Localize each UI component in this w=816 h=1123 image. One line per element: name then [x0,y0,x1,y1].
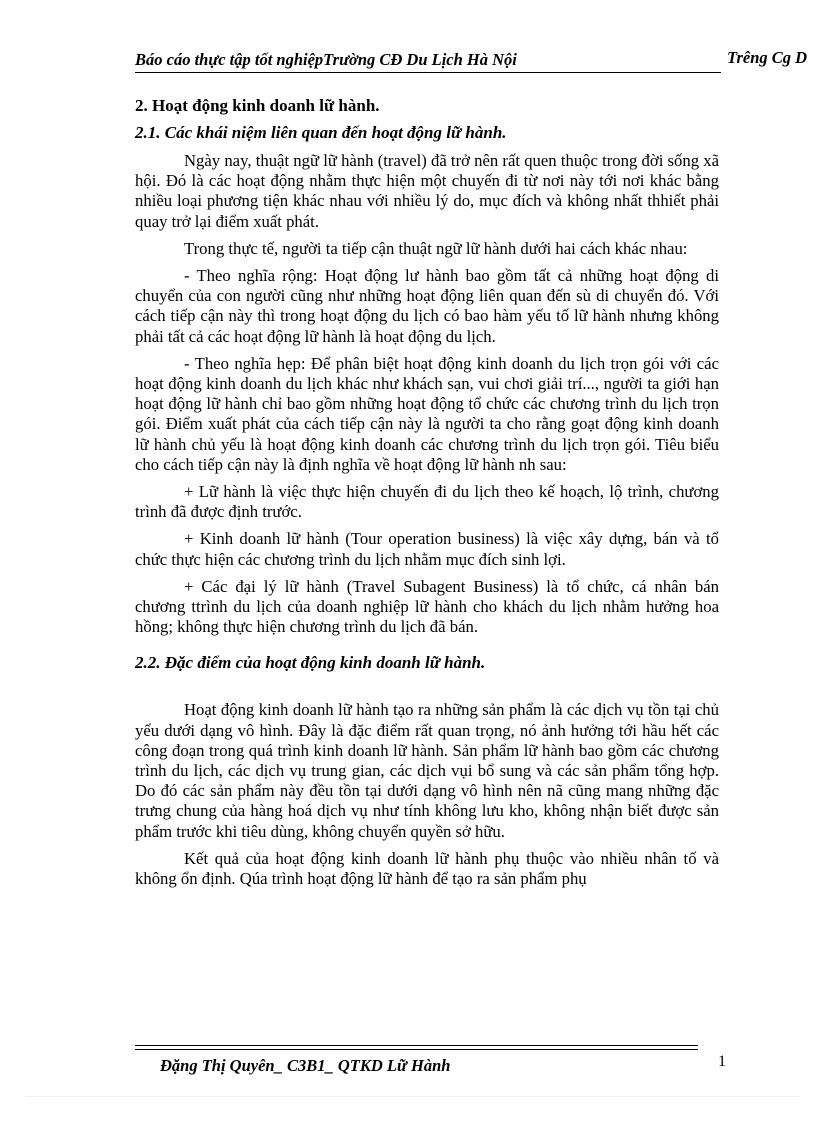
page-edge-line [25,1096,800,1097]
paragraph: + Các đại lý lữ hành (Travel Subagent Business) là tổ chức, cá nhân bán chương ttrình du lịch của doanh nghiệp lữ hành cho khách du lịch nhằm hưởng hoa hồng; không thực hiện chương trình du lịch đã bán. [135,576,719,637]
section-title: 2. Hoạt động kinh doanh lữ hành. [135,96,380,115]
subsection-title-2: 2.2. Đặc điểm của hoạt động kinh doanh lữ hành. [135,653,486,673]
paragraph: Ngày nay, thuật ngữ lữ hành (travel) đã trở nên rất quen thuộc trong đời sống xã hội. Đó là các hoạt động nhằm thực hiện một chuyến đi từ nơi này tới nơi khác bằng nhiều loại phương tiện khác nhau với nhiều lý do, mục đích và không nhất thhiết phải quay trở lại điểm xuất phát. [135,151,719,231]
footer-author: Đặng Thị Quyên_ C3B1_ QTKD Lữ Hành [160,1056,451,1075]
paragraph: Kết quả của hoạt động kinh doanh lữ hành phụ thuộc vào nhiều nhân tố và không ổn định. Qúa trình hoạt động lữ hành để tạo ra sản phẩm phụ [135,848,719,889]
paragraph: - Theo nghĩa rộng: Hoạt động lư hành bao gồm tất cả những hoạt động di chuyển của con người cũng như những hoạt động liên quan đến sù di chuyển đó. Với cách tiếp cận này thì trong hoạt động du lịch có bao hàm yếu tố lữ hành nhưng không phải tất cả các hoạt động lữ hành là hoạt động du lịch. [135,266,719,346]
paragraph: + Lữ hành là việc thực hiện chuyến đi du lịch theo kế hoạch, lộ trình, chương trình đã được định trước. [135,482,719,522]
document-body [135,88,719,896]
paragraph: Trong thực tế, người ta tiếp cận thuật ngữ lữ hành dưới hai cách khác nhau: [184,238,688,258]
header-left-text: Báo cáo thực tập tốt nghiệpTrường CĐ Du Lịch Hà Nội [135,50,517,69]
page-header [135,48,816,72]
paragraph: - Theo nghĩa hẹp: Để phân biệt hoạt động kinh doanh du lịch trọn gói với các hoạt động kinh doanh du lịch khác như khách sạn, vui chơi giải trí..., người ta giới hạn hoạt động lữ hành chỉ bao gồm những hoạt động tổ chức các chương trình du lịch trọn gói. Điểm xuất phát của cách tiếp cận này là người ta cho rằng goạt động kinh doanh lữ hành chủ yếu là hoạt động kinh doanh các chương trình du lịch trọn gói. Tiêu biểu cho cách tiếp cận này là định nghĩa về hoạt động lữ hành nh sau: [135,353,719,474]
header-divider [135,72,721,73]
paragraph: + Kinh doanh lữ hành (Tour operation business) là việc xây dựng, bán và tổ chức thực hiện các chương trình du lịch nhằm mục đích sinh lợi. [135,529,719,569]
header-right-text: Trêng Cg D [727,48,808,67]
paragraph: Hoạt động kinh doanh lữ hành tạo ra những sản phẩm là các dịch vụ tồn tại chủ yếu dưới dạng vô hình. Đây là đặc điểm rất quan trọng, nó ảnh hưởng tới hầu hết các công đoạn trong quá trình kinh doanh lữ hành. Sản phẩm lữ hành bao gồm các chương trình du lịch, các dịch vụ trung gian, các dịch vụi bổ sung và các sản phẩm tổng hợp. Do đó các sản phẩm này đều tồn tại dưới dạng vô hình nên nã cũng mang những đặc trưng chung của hàng hoá dịch vụ như tính không lưu kho, không nhận biết được sản phẩm trước khi tiêu dùng, không chuyển quyền sở hữu. [135,700,719,841]
footer-divider [135,1049,698,1050]
subsection-title-1: 2.1. Các khái niệm liên quan đến hoạt động lữ hành. [135,123,507,142]
footer-divider [135,1045,698,1046]
page-number: 1 [718,1053,726,1070]
